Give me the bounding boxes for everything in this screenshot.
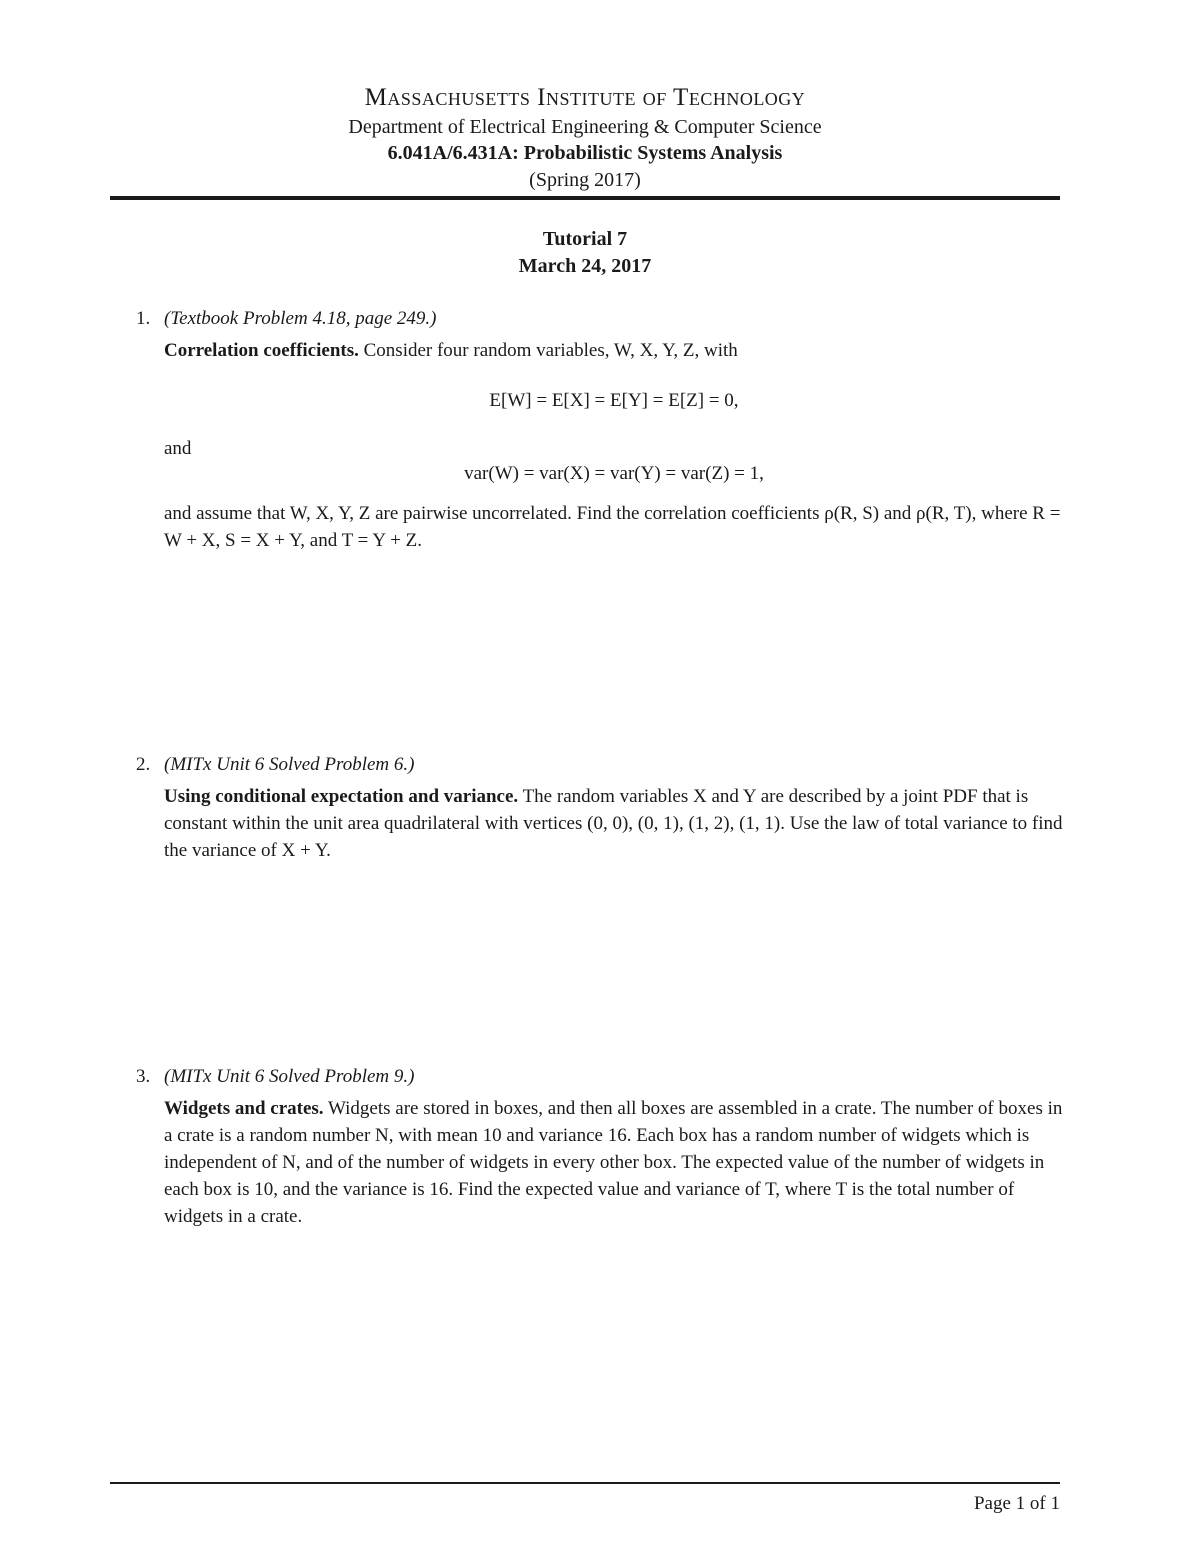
- problem-body: [164, 1095, 1064, 1230]
- problem-title: Correlation coefficients.: [164, 340, 359, 361]
- problem-source: (Textbook Problem 4.18, page 249.): [164, 308, 437, 329]
- problem-source: (MITx Unit 6 Solved Problem 9.): [164, 1066, 415, 1087]
- problem-title: Widgets and crates.: [164, 1098, 324, 1119]
- department-name: Department of Electrical Engineering & Computer Science: [348, 116, 822, 138]
- institution-name: Massachusetts Institute of Technology: [364, 84, 806, 111]
- course-term: (Spring 2017): [529, 169, 641, 191]
- problem-source: (MITx Unit 6 Solved Problem 6.): [164, 754, 415, 775]
- equation-expectations: E[W] = E[X] = E[Y] = E[Z] = 0,: [489, 390, 739, 411]
- problem-body: [164, 337, 1064, 364]
- problem-outro-wrap: [164, 500, 1064, 554]
- tutorial-date: March 24, 2017: [518, 255, 652, 277]
- problem-number: 3.: [136, 1066, 151, 1087]
- page-number: Page 1 of 1: [973, 1493, 1060, 1514]
- equation-variances: var(W) = var(X) = var(Y) = var(Z) = 1,: [464, 463, 764, 484]
- tutorial-title: Tutorial 7: [542, 228, 628, 250]
- problem-number: 1.: [136, 308, 151, 329]
- problem-and-text: and: [164, 438, 192, 459]
- problem-outro: and assume that W, X, Y, Z are pairwise uncorrelated. Find the correlation coefficients ρ(R, S) and ρ(R, T), where R = W + X, S = X + Y, and T = Y + Z.: [164, 503, 1061, 551]
- header-divider: [110, 196, 1060, 200]
- problem-title: Using conditional expectation and variance.: [164, 786, 519, 807]
- problem-text: Widgets are stored in boxes, and then all boxes are assembled in a crate. The number of boxes in a crate is a random number N, with mean 10 and variance 16. Each box has a random number of widgets which is independent of N, and of the number of widgets in every other box. The expected value of the number of widgets in each box is 10, and the variance is 16. Find the expected value and variance of T, where T is the total number of widgets in a crate.: [164, 1098, 1063, 1227]
- problem-intro: Consider four random variables, W, X, Y, Z, with: [363, 340, 738, 361]
- problem-body: [164, 783, 1064, 864]
- footer-divider: [110, 1482, 1060, 1484]
- problem-text: The random variables X and Y are described by a joint PDF that is constant within the unit area quadrilateral with vertices (0, 0), (0, 1), (1, 2), (1, 1). Use the law of total variance to find the variance of X + Y.: [164, 786, 1063, 861]
- problem-number: 2.: [136, 754, 151, 775]
- course-title: 6.041A/6.431A: Probabilistic Systems Analysis: [387, 142, 783, 164]
